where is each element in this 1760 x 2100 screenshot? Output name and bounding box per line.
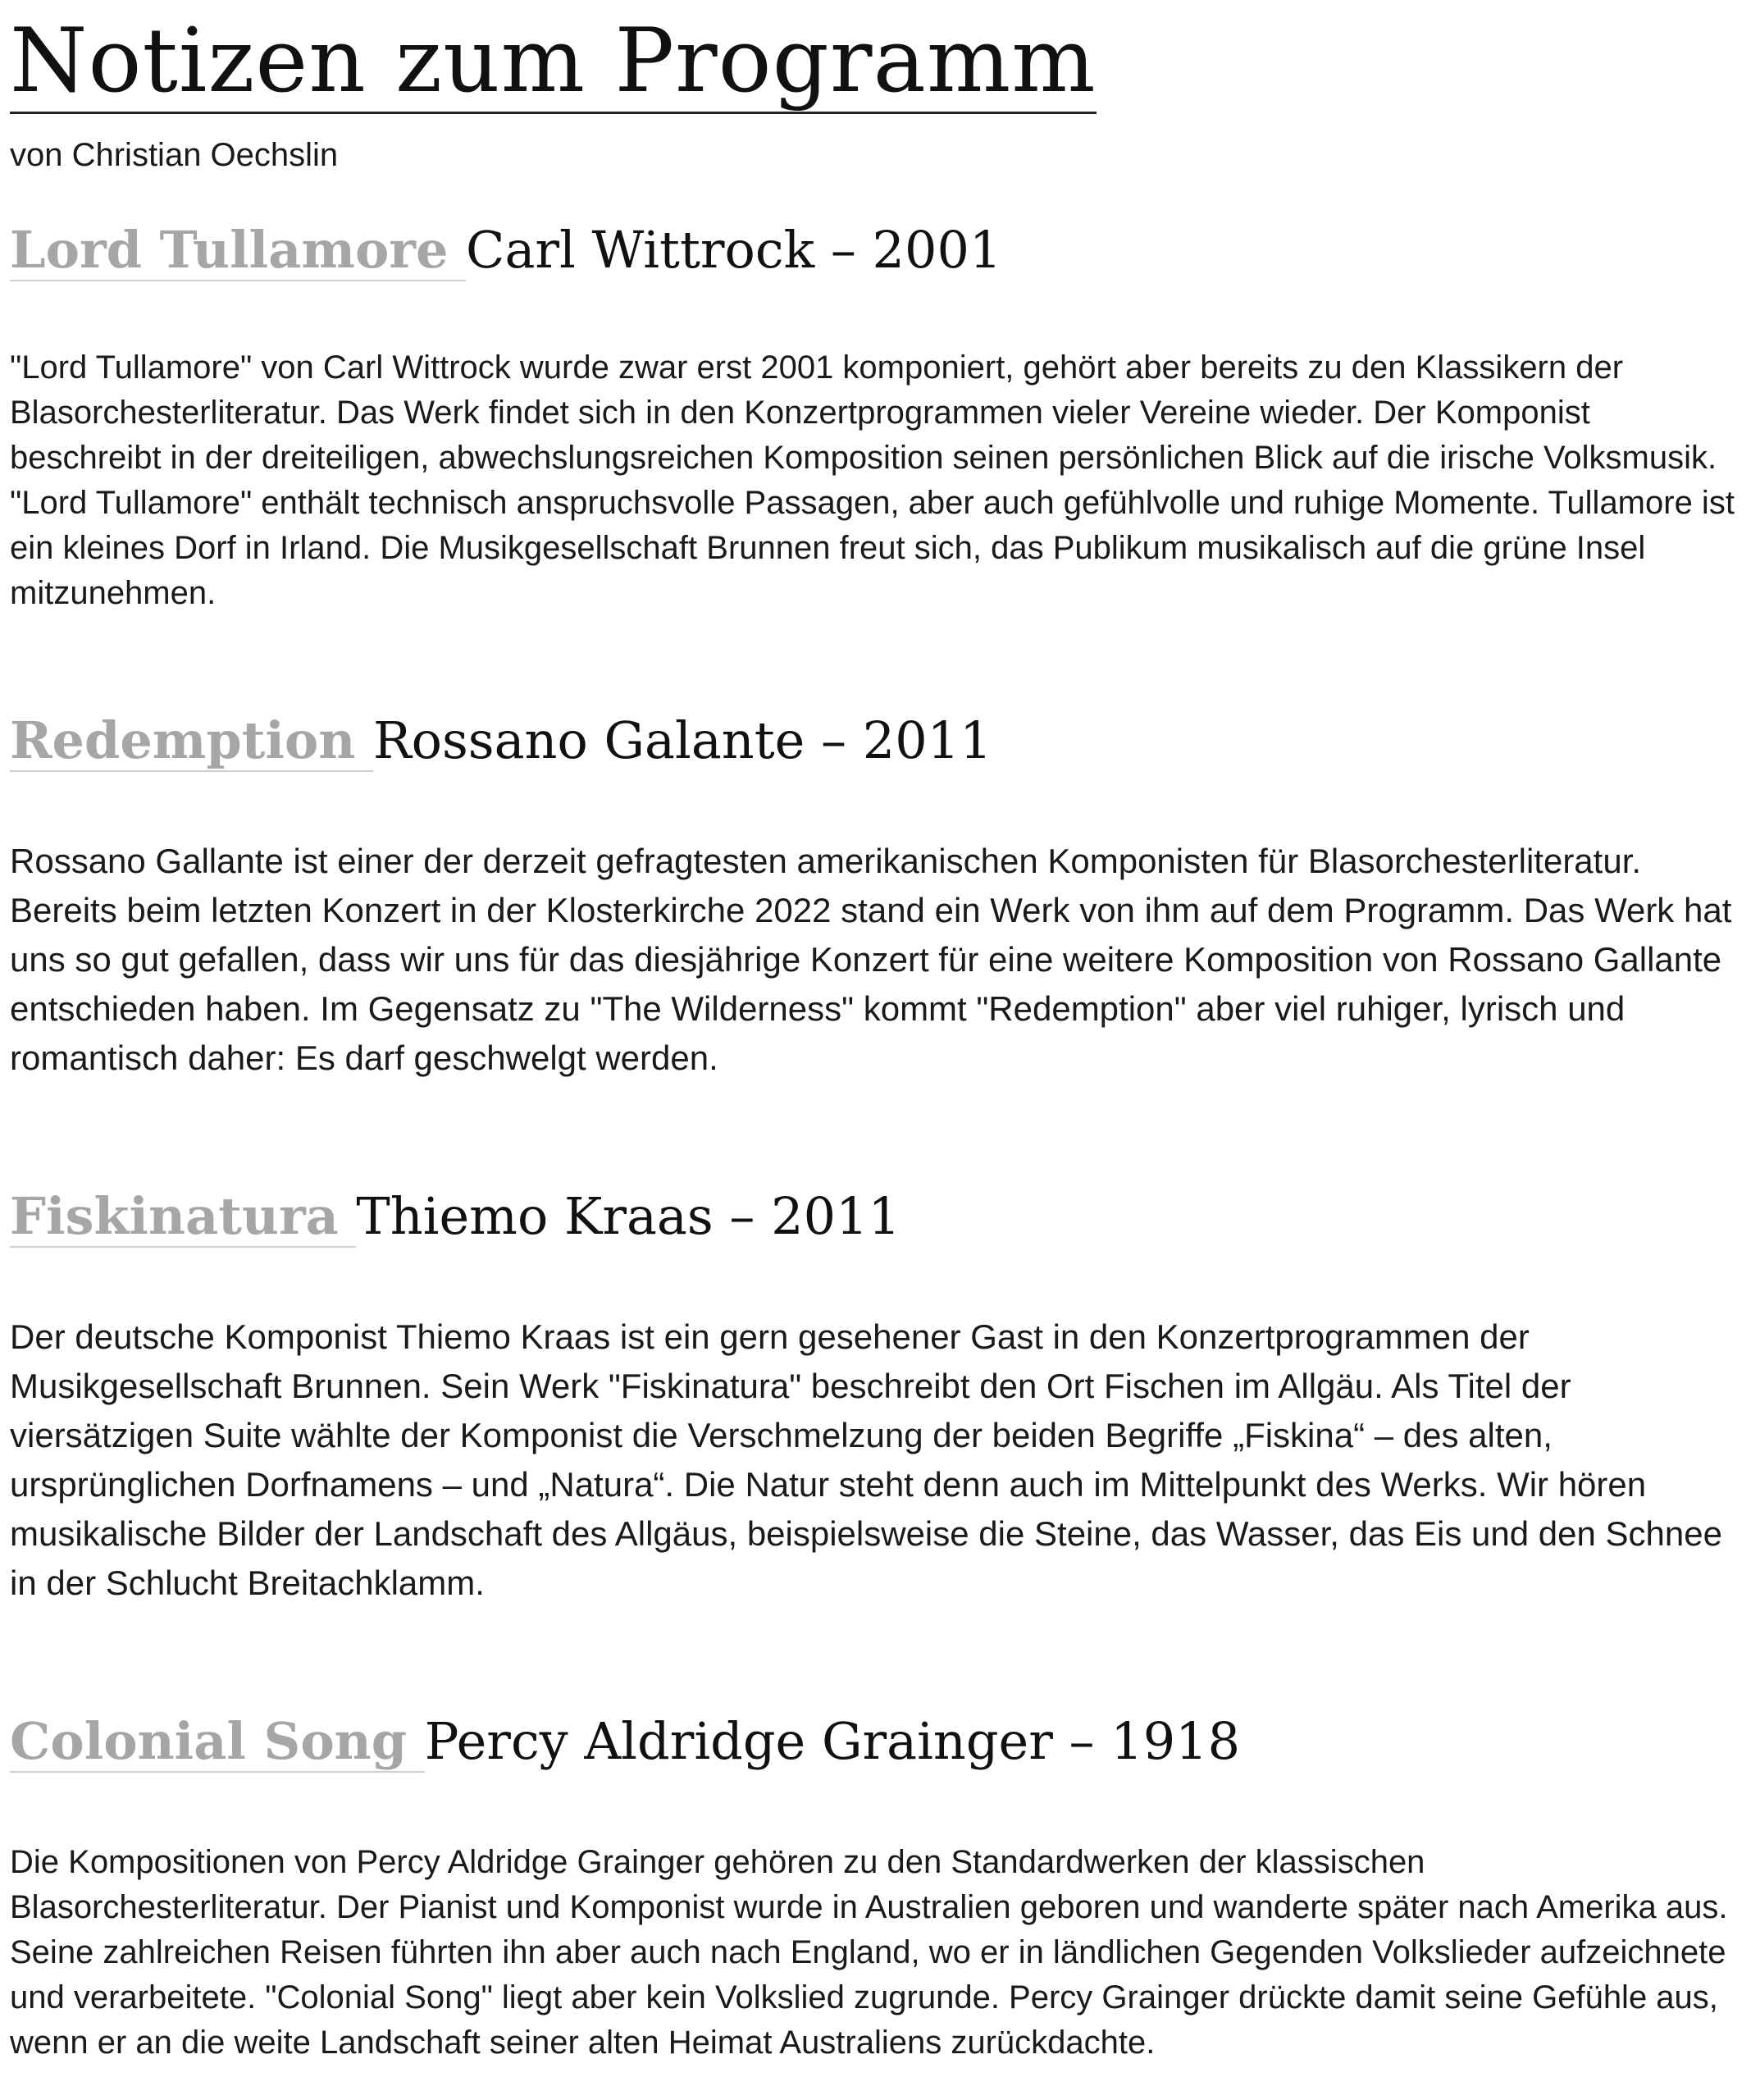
piece-title-link[interactable]: Lord Tullamore (10, 220, 467, 280)
piece-description: Der deutsche Komponist Thiemo Kraas ist ein gern gesehener Gast in den Konzertprogrammen der Musikgesellschaft Brunnen. Sein Werk "Fiskinatura" beschreibt den Ort Fischen im Allgäu. Als Titel der viersätzigen Suite wählte der Komponist die Verschmelzung der beiden Begriffe „Fiskina“ – des alten, ursprünglichen Dorfnamens – und „Natura“. Die Natur steht denn auch im Mittelpunkt des Werks. Wir hören musikalische Bilder der Landschaft des Allgäus, beispielsweise die Steine, das Wasser, das Eis und den Schnee in der Schlucht Breitachklamm. (10, 1317, 1722, 1602)
piece-composer: Carl Wittrock – 2001 (466, 220, 1002, 280)
piece-heading (10, 1186, 901, 1247)
piece-title-link[interactable]: Redemption (10, 710, 373, 770)
page-title: Notizen zum Programm (10, 10, 1097, 112)
piece-description: "Lord Tullamore" von Carl Wittrock wurde zwar erst 2001 komponiert, gehört aber bereits zu den Klassikern der Blasorchesterliteratur. Das Werk findet sich in den Konzertprogrammen vieler Vereine wieder. Der Komponist beschreibt in der dreiteiligen, abwechslungsreichen Komposition seinen persönlichen Blick auf die irische Volksmusik. "Lord Tullamore" enthält technisch anspruchsvolle Passagen, aber auch gefühlvolle und ruhige Momente. Tullamore ist ein kleines Dorf in Irland. Die Musikgesellschaft Brunnen freut sich, das Publikum musikalisch auf die grüne Insel mitzunehmen. (10, 349, 1735, 611)
piece-heading (10, 1711, 1240, 1772)
piece-heading (10, 710, 992, 771)
author-byline: von Christian Oechslin (10, 137, 339, 173)
piece-composer: Thiemo Kraas – 2011 (356, 1186, 901, 1246)
piece-heading (10, 220, 1001, 281)
piece-description: Rossano Gallante ist einer der derzeit gefragtesten amerikanischen Komponisten für Blasorchesterliteratur. Bereits beim letzten Konzert in der Klosterkirche 2022 stand ein Werk von ihm auf dem Programm. Das Werk hat uns so gut gefallen, dass wir uns für das diesjährige Konzert für eine weitere Komposition von Rossano Gallante entschieden haben. Im Gegensatz zu "The Wilderness" kommt "Redemption" aber viel ruhiger, lyrisch und romantisch daher: Es darf geschwelgt werden. (10, 842, 1732, 1077)
piece-composer: Rossano Galante – 2011 (372, 710, 992, 770)
piece-title-link[interactable]: Colonial Song (10, 1711, 425, 1771)
piece-composer: Percy Aldridge Grainger – 1918 (424, 1711, 1241, 1771)
piece-title-link[interactable]: Fiskinatura (10, 1186, 357, 1246)
piece-description: Die Kompositionen von Percy Aldridge Grainger gehören zu den Standardwerken der klassischen Blasorchesterliteratur. Der Pianist und Komponist wurde in Australien geboren und wanderte später nach Amerika aus. Seine zahlreichen Reisen führten ihn aber auch nach England, wo er in ländlichen Gegenden Volkslieder aufzeichnete und verarbeitete. "Colonial Song" liegt aber kein Volkslied zugrunde. Percy Grainger drückte damit seine Gefühle aus, wenn er an die weite Landschaft seiner alten Heimat Australiens zurückdachte. (10, 1844, 1728, 2061)
